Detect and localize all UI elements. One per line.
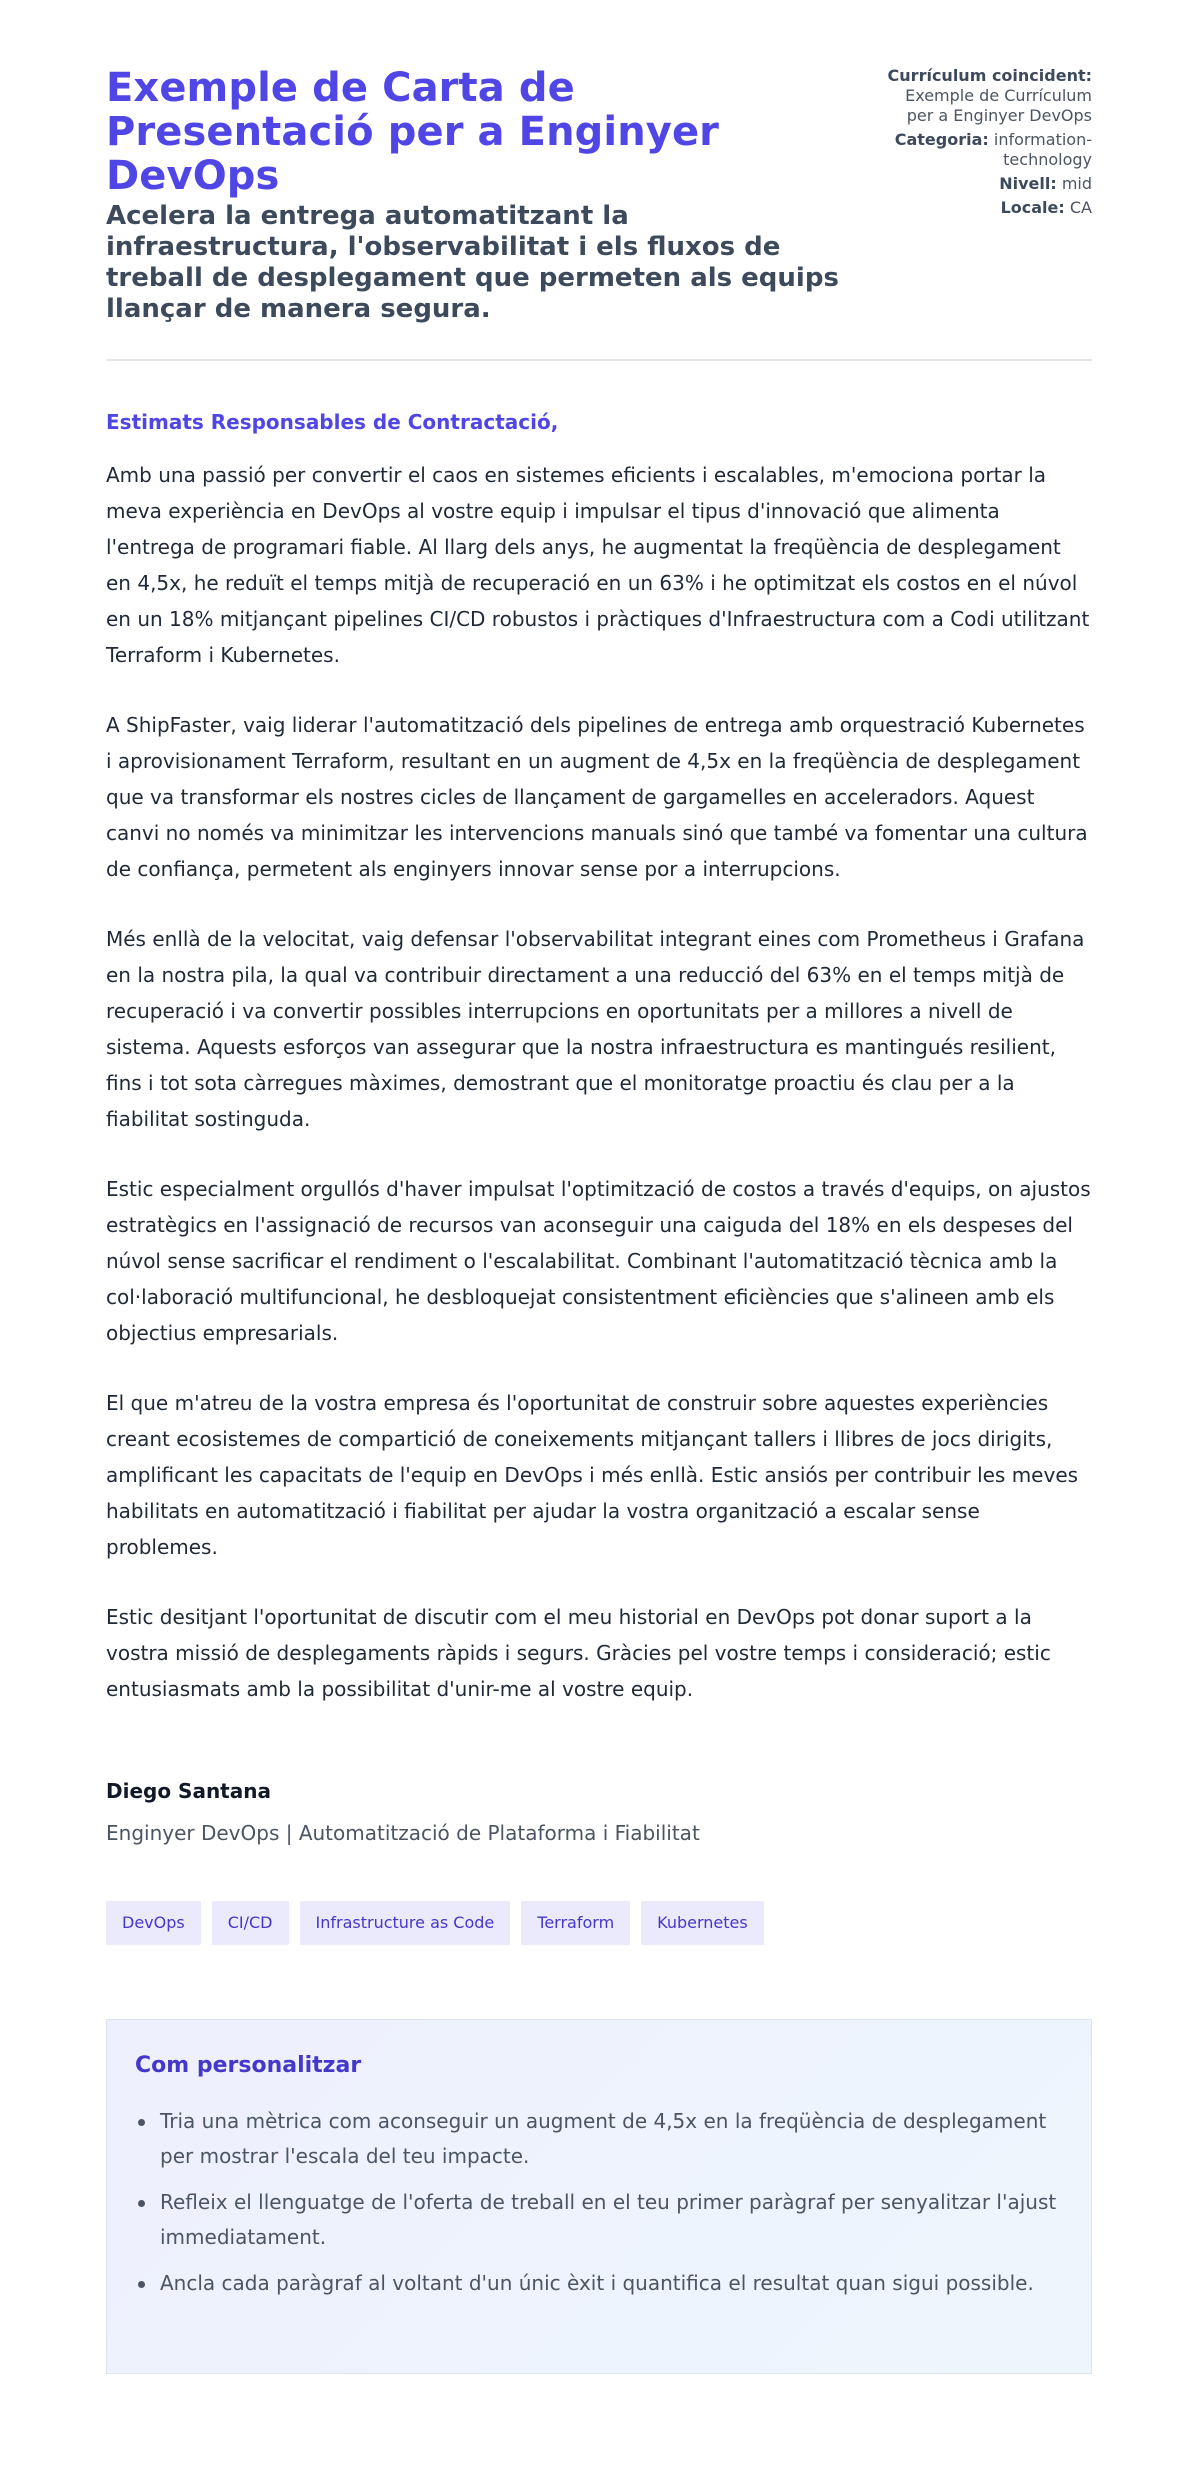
tip-item: Refleix el llenguatge de l'oferta de treball en el teu primer paràgraf per senyalitzar l'ajust immediatament. <box>135 2185 1063 2255</box>
meta-level-label: Nivell: <box>999 174 1057 193</box>
meta-category-label: Categoria: <box>894 130 989 149</box>
meta-resume-label: Currículum coincident: <box>887 66 1092 85</box>
meta-locale <box>877 198 1092 218</box>
meta-locale-value: CA <box>1069 198 1092 217</box>
letter-paragraph: Estic especialment orgullós d'haver impulsat l'optimització de costos a través d'equips, on ajustos estratègics en l'assignació de recursos van aconseguir una caiguda del 18% en els despeses del núvol sense sacrificar el rendiment o l'escalabilitat. Combinant l'automatització tècnica amb la col·laboració multifuncional, he desbloquejat consistentment eficiències que s'alineen amb els objectius empresarials. <box>106 1177 1091 1345</box>
header-titles <box>106 66 846 325</box>
letter-paragraph: A ShipFaster, vaig liderar l'automatització dels pipelines de entrega amb orquestració Kubernetes i aprovisionament Terraform, resultant en un augment de 4,5x en la freqüència de desplegament que va transformar els nostres cicles de llançament de gargamelles en acceleradors. Aquest canvi no només va minimitzar les intervencions manuals sinó que també va fomentar una cultura de confiança, permetent als enginyers innovar sense por a interrupcions. <box>106 713 1088 881</box>
meta-category-value: information-technology <box>993 130 1092 169</box>
signature-name: Diego Santana <box>106 1779 271 1803</box>
meta-panel <box>877 66 1092 222</box>
page-header <box>106 0 1092 361</box>
letter-paragraph: Amb una passió per convertir el caos en sistemes eficients i escalables, m'emociona portar la meva experiència en DevOps al vostre equip i impulsar el tipus d'innovació que alimenta l'entrega de programari fiable. Al llarg dels anys, he augmentat la freqüència de desplegament en 4,5x, he reduït el temps mitjà de recuperació en un 63% i he optimitzat els costos en el núvol en un 18% mitjançant pipelines CI/CD robustos i pràctiques d'Infraestructura com a Codi utilitzant Terraform i Kubernetes. <box>106 463 1090 667</box>
meta-locale-label: Locale: <box>1000 198 1065 217</box>
meta-resume <box>877 66 1092 126</box>
tag-kubernetes: Kubernetes <box>641 1901 764 1945</box>
letter-paragraph: Més enllà de la velocitat, vaig defensar l'observabilitat integrant eines com Prometheus i Grafana en la nostra pila, la qual va contribuir directament a una reducció del 63% en el temps mitjà de recuperació i va convertir possibles interrupcions en oportunitats per a millores a nivell de sistema. Aquests esforços van assegurar que la nostra infraestructura es mantingués resilient, fins i tot sota càrregues màximes, demostrant que el monitoratge proactiu és clau per a la fiabilitat sostinguda. <box>106 927 1085 1131</box>
signature-block <box>106 1777 1092 1847</box>
letter-paragraph: Estic desitjant l'oportunitat de discutir com el meu historial en DevOps pot donar suport a la vostra missió de desplegaments ràpids i segurs. Gràcies pel vostre temps i consideració; estic entusiasmats amb la possibilitat d'unir-me al vostre equip. <box>106 1605 1051 1701</box>
tip-item: Ancla cada paràgraf al voltant d'un únic èxit i quantifica el resultat quan sigui possible. <box>135 2266 1063 2301</box>
letter-body <box>106 457 1092 1707</box>
signature-title: Enginyer DevOps | Automatització de Plataforma i Fiabilitat <box>106 1821 700 1845</box>
cover-letter-page <box>106 0 1092 2374</box>
customization-tips-box <box>106 2019 1092 2374</box>
tag-terraform: Terraform <box>521 1901 630 1945</box>
tag-cicd: CI/CD <box>212 1901 289 1945</box>
letter-greeting: Estimats Responsables de Contractació, <box>106 410 559 434</box>
tip-item: Tria una mètrica com aconseguir un augment de 4,5x en la freqüència de desplegament per mostrar l'escala del teu impacte. <box>135 2104 1063 2174</box>
meta-resume-value: Exemple de Currículum per a Enginyer DevOps <box>905 86 1092 125</box>
tips-title: Com personalitzar <box>135 2053 362 2078</box>
tag-infrastructure-as-code: Infrastructure as Code <box>300 1901 511 1945</box>
meta-level-value: mid <box>1061 174 1092 193</box>
skill-tags <box>106 1901 1092 1945</box>
letter-paragraph: El que m'atreu de la vostra empresa és l'oportunitat de construir sobre aquestes experiències creant ecosistemes de compartició de coneixements mitjançant tallers i llibres de jocs dirigits, amplificant les capacitats de l'equip en DevOps i més enllà. Estic ansiós per contribuir les meves habilitats en automatització i fiabilitat per ajudar la vostra organització a escalar sense problemes. <box>106 1391 1079 1559</box>
tag-devops: DevOps <box>106 1901 201 1945</box>
tips-list <box>135 2104 1063 2301</box>
meta-category <box>877 130 1092 170</box>
page-title: Exemple de Carta de Presentació per a Enginyer DevOps <box>106 65 720 199</box>
meta-level <box>877 174 1092 194</box>
page-subtitle: Acelera la entrega automatitzant la infraestructura, l'observabilitat i els fluxos de treball de desplegament que permeten als equips llançar de manera segura. <box>106 201 839 324</box>
